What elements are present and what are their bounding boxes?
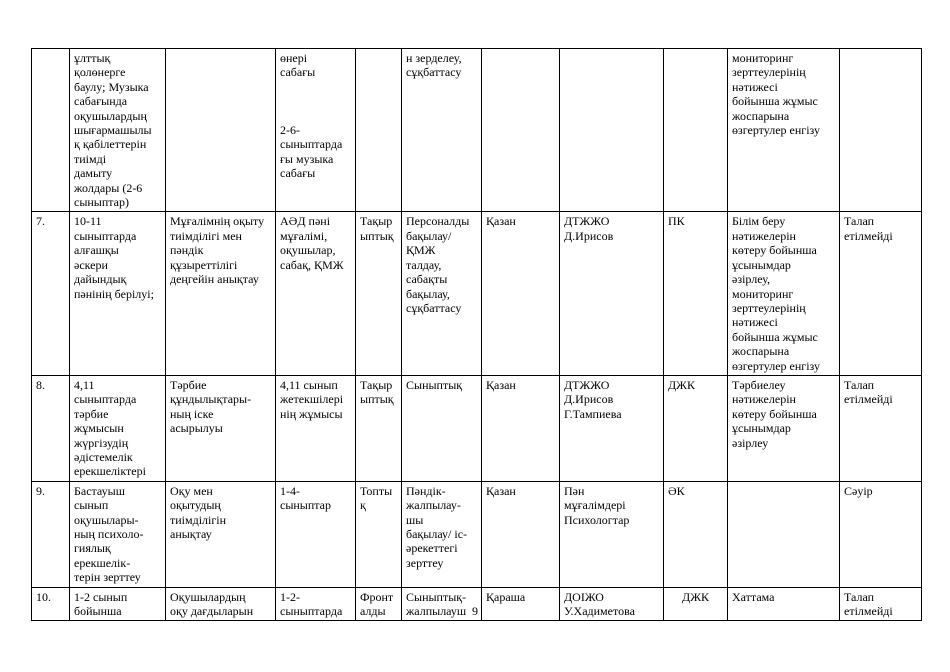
responsible-cell: ДТЖЖО Д.Ирисов — [560, 212, 664, 375]
topic-cell: 4,11 сыныптарда тәрбие жұмысын жүргізудің әдістемелік ерекшеліктері — [70, 375, 166, 481]
object-cell: 1-2- сыныптарда — [276, 587, 356, 621]
object-cell: 4,11 сынып жетекшілері нің жұмысы — [276, 375, 356, 481]
method-cell: Сыныптық — [402, 375, 482, 481]
row-number — [32, 49, 70, 212]
object-cell: АӘД пәні мұғалімі, оқушылар, сабақ, ҚМЖ — [276, 212, 356, 375]
repeat-cell: Сәуір — [840, 481, 922, 587]
responsible-cell: Пән мұғалімдері Психологтар — [560, 481, 664, 587]
goal-cell: Оқушылардың оқу дағдыларын — [166, 587, 276, 621]
type-cell: Тақыр ыптық — [356, 375, 402, 481]
date-cell: Қазан — [482, 481, 560, 587]
date-cell — [482, 49, 560, 212]
method-cell: Пәндік- жалпылау- шы бақылау/ іс- әрекеттегі зерттеу — [402, 481, 482, 587]
object-cell: өнері сабағы 2-6- сыныптарда ғы музыка сабағы — [276, 49, 356, 212]
repeat-cell — [840, 49, 922, 212]
goal-cell: Тәрбие құндылықтары- ның іске асырылуы — [166, 375, 276, 481]
decision-cell: Білім беру нәтижелерін көтеру бойынша ұсынымдар әзірлеу, мониторинг зерттеулерінің нәтижесі бойынша жұмыс жоспарына өзгертулер енгізу — [728, 212, 840, 375]
type-cell — [356, 49, 402, 212]
date-cell: Қазан — [482, 212, 560, 375]
responsible-cell — [560, 49, 664, 212]
method-cell: н зерделеу, сұқбаттасу — [402, 49, 482, 212]
table-row — [32, 481, 922, 587]
type-cell: Тақыр ыптық — [356, 212, 402, 375]
row-number: 7. — [32, 212, 70, 375]
date-cell: Қазан — [482, 375, 560, 481]
date-cell: Қараша — [482, 587, 560, 621]
goal-cell: Мұғалімнің оқыту тиімділігі мен пәндік құзыреттілігі деңгейін анықтау — [166, 212, 276, 375]
method-cell: Персоналды бақылау/ ҚМЖ талдау, сабақты бақылау, сұқбаттасу — [402, 212, 482, 375]
repeat-cell: Талап етілмейді — [840, 587, 922, 621]
topic-cell: 10-11 сыныптарда алғашқы әскери дайындық пәнінің берілуі; — [70, 212, 166, 375]
topic-cell: ұлттық қолөнерге баулу; Музыка сабағында оқушылардың шығармашылы қ қабілеттерін тиімді дамыту жолдары (2-6 сыныптар) — [70, 49, 166, 212]
plan-table — [31, 48, 922, 621]
decision-cell: мониторинг зерттеулерінің нәтижесі бойынша жұмыс жоспарына өзгертулер енгізу — [728, 49, 840, 212]
type-cell: Фронт алды — [356, 587, 402, 621]
row-number: 9. — [32, 481, 70, 587]
decision-cell — [728, 481, 840, 587]
table-row — [32, 375, 922, 481]
review-cell: ДЖК — [664, 375, 728, 481]
review-cell — [664, 49, 728, 212]
goal-cell: Оқу мен оқытудың тиімділігін анықтау — [166, 481, 276, 587]
row-number: 8. — [32, 375, 70, 481]
review-cell: ӘК — [664, 481, 728, 587]
table-row — [32, 49, 922, 212]
responsible-cell: ДТЖЖО Д.Ирисов Г.Тампиева — [560, 375, 664, 481]
topic-cell: 1-2 сынып бойынша — [70, 587, 166, 621]
repeat-cell: Талап етілмейді — [840, 212, 922, 375]
decision-cell: Тәрбиелеу нәтижелерін көтеру бойынша ұсынымдар әзірлеу — [728, 375, 840, 481]
review-cell: ПК — [664, 212, 728, 375]
type-cell: Топты қ — [356, 481, 402, 587]
object-cell: 1-4- сыныптар — [276, 481, 356, 587]
review-cell: ДЖК — [664, 587, 728, 621]
row-number: 10. — [32, 587, 70, 621]
decision-cell: Хаттама — [728, 587, 840, 621]
goal-cell — [166, 49, 276, 212]
method-cell: Сыныптық- жалпылауш — [402, 587, 482, 621]
table-row — [32, 212, 922, 375]
repeat-cell: Талап етілмейді — [840, 375, 922, 481]
topic-cell: Бастауыш сынып оқушылары- ның психоло- гиялық ерекшелік- терін зерттеу — [70, 481, 166, 587]
page-number: 9 — [472, 604, 478, 618]
responsible-cell: ДОІЖО У.Хадиметова — [560, 587, 664, 621]
